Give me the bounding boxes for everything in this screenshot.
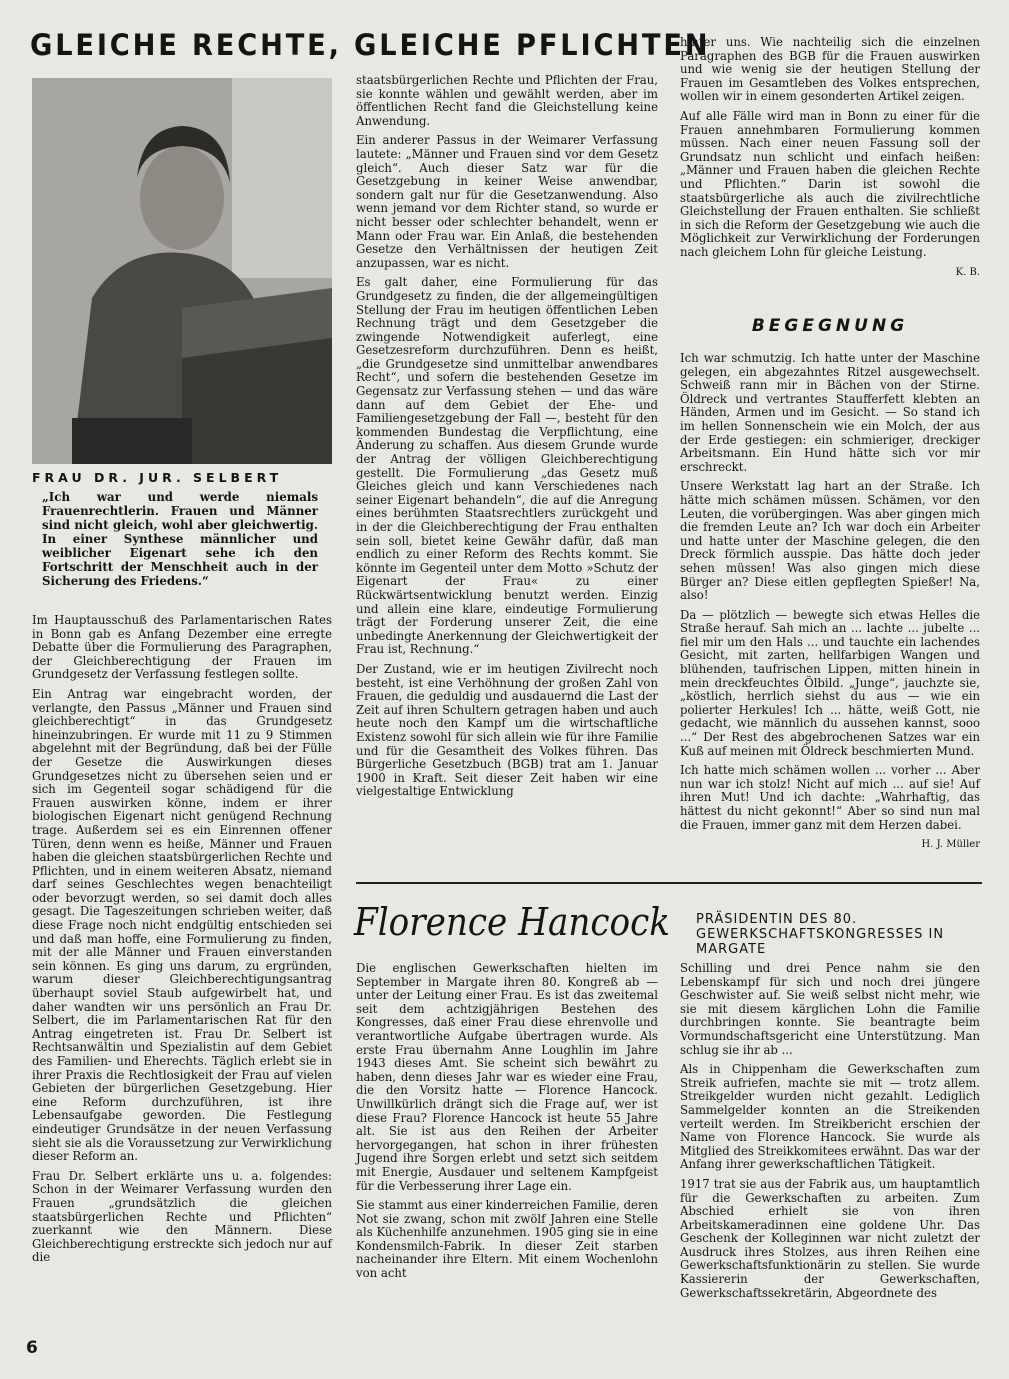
paragraph: 1917 trat sie aus der Fabrik aus, um hauptamtlich für die Gewerkschaften zu arbeiten. Zum Abschied erhielt sie von ihren Arbeitskameradinnen eine goldene Uhr. Das Geschenk der Kolleginnen war nicht zuletzt der Ausdruck ihres Stolzes, aus ihren Reihen eine Gewerkschaftsfunktionärin zu stellen. Sie wurde Kassiererin der Gewerkschaften, Gewerkschaftssekretärin, Abgeordnete des	[680, 1176, 980, 1300]
paragraph: staatsbürgerlichen Rechte und Pflichten der Frau, sie konnte wählen und gewählt werden, aber im öffentlichen Recht fand die Gleichstellung keine Anwendung.	[356, 73, 658, 128]
paragraph: Es galt daher, eine Formulierung für das Grundgesetz zu finden, die der allgemeingültigen Stellung der Frau im heutigen öffentlichen Leben Rechnung trägt und dem Gesetzgeber die zwingende Notwendigkeit auferlegt, eine Gesetzesreform durchzuführen. Denn es heißt, „die Grundgesetze sind unmittelbar anwendbares Recht“, und sofern die bestehenden Gesetze im Gegensatz zur Verfassung stehen — und das wäre dann auf dem Gebiet der Ehe- und Familiengesetzgebung der Fall —, besteht für den kommenden Bundestag die Verpflichtung, eine Änderung zu schaffen. Aus diesem Grunde wurde der Antrag der völligen Gleichberechtigung gestellt. Die Formulierung „das Gesetz muß Gleiches gleich und kann Verschiedenes nach seiner Eigenart behandeln“, die auf die Anregung eines berühmten Staatsrechtlers zurückgeht und in der die Gleichberechtigung der Frau enthalten sein soll, bietet keine Gewähr dafür, daß man endlich zu einer Reform des Rechts kommt. Sie könnte im Gegenteil unter dem Motto »Schutz der Eigenart der Frau« zu einer Rückwärtsentwicklung benutzt werden. Einzig und allein eine klare, eindeutige Formulierung trägt der Forderung unserer Zeit, die eine unbedingte Anerkennung der Gleichwertigkeit der Frau ist, Rechnung.“	[356, 275, 658, 657]
begegnung-column	[680, 352, 980, 852]
paragraph: Im Hauptausschuß des Parlamentarischen Rates in Bonn gab es Anfang Dezember eine erregte Debatte über die Formulierung des Paragraphen, der Gleichberechtigung der Frauen im Grundgesetz der Verfassung festlegen sollte.	[32, 613, 332, 682]
author-signature: K. B.	[955, 266, 980, 278]
section-divider	[356, 882, 982, 884]
photo-caption: FRAU DR. JUR. SELBERT	[32, 470, 283, 485]
paragraph: Frau Dr. Selbert erklärte uns u. a. folgendes: Schon in der Weimarer Verfassung wurden den Frauen „grundsätzlich die gleichen staatsbürgerlichen Rechte und Pflichten“ zuerkannt wie den Männern. Diese Gleichberechtigung erstreckte sich jedoch nur auf die	[32, 1168, 332, 1265]
headline: GLEICHE RECHTE, GLEICHE PFLICHTEN	[30, 28, 711, 62]
hancock-column-1	[356, 962, 658, 1287]
paragraph: Auf alle Fälle wird man in Bonn zu einer für die Frauen annehmbaren Formulierung kommen müssen. Nach einer neuen Fassung soll der Grundsatz nun schlicht und einfach heißen: „Männer und Frauen haben die gleichen Rechte und Pflichten.“ Darin ist sowohl die staatsbürgerliche als auch die zivilrechtliche Gleichstellung der Frauen enthalten. Sie schließt in sich die Reform der Gesetzgebung wie auch die Möglichkeit zur Verwirklichung der Forderungen nach gleichem Lohn für gleiche Leistung.	[680, 108, 980, 259]
hancock-column-2	[680, 962, 980, 1306]
begegnung-title: BEGEGNUNG	[751, 316, 909, 336]
portrait-photo	[32, 78, 332, 464]
page-number: 6	[26, 1338, 38, 1358]
paragraph: Sie stammt aus einer kinderreichen Familie, deren Not sie zwang, schon mit zwölf Jahren eine Stelle als Küchenhilfe anzunehmen. 1905 ging sie in eine Kondensmilch-Fabrik. In dieser Zeit starben nacheinander ihre Eltern. Mit einem Wochenlohn von acht	[356, 1198, 658, 1281]
article-column-1	[32, 614, 332, 1271]
paragraph: Ein anderer Passus in der Weimarer Verfassung lautete: „Männer und Frauen sind vor dem Gesetz gleich“. Auch dieser Satz war für die Gesetzgebung in keiner Weise anwendbar, sondern galt nur für die Gesetzanwendung. Also wenn jemand vor dem Richter stand, so wurde er nicht besser oder schlechter behandelt, wenn er Mann oder Frau war. Ein Anlaß, die bestehenden Gesetze den Verhältnissen der heutigen Zeit anzupassen, war es nicht.	[356, 133, 658, 270]
hancock-title: Florence Hancock	[354, 900, 671, 944]
hancock-subtitle: PRÄSIDENTIN DES 80. GEWERKSCHAFTSKONGRESSES IN MARGATE	[696, 912, 945, 957]
portrait-image	[32, 78, 332, 464]
author-signature: H. J. Müller	[921, 839, 980, 851]
paragraph: Unsere Werkstatt lag hart an der Straße. Ich hätte mich schämen müssen. Schämen, vor den Leuten, die vorübergingen. Was aber gingen mich die fremden Leute an? Ich war doch ein Arbeiter und hatte unter der Maschine gelegen, die den Dreck förmlich ausspie. Das hätte doch jeder sehen müssen! Was also gingen mich diese Bürger an? Diese eitlen gepflegten Spießer! Na, also!	[680, 479, 980, 603]
paragraph: Ich hatte mich schämen wollen ... vorher ... Aber nun war ich stolz! Nicht auf mich ... auf sie! Auf ihren Mut! Und ich dachte: „Wahrhaftig, das hättest du nicht gekonnt!“ Aber so sind nun mal die Frauen, immer ganz mit dem Herzen dabei.	[680, 763, 980, 832]
paragraph: Schilling und drei Pence nahm sie den Lebenskampf für sich und noch drei jüngere Geschwister auf. Sie weiß selbst nicht mehr, wie sie mit diesem kärglichen Lohn die Familie durchbringen konnte. Sie beantragte beim Vormundschaftsgericht eine Unterstützung. Man schlug sie ihr ab ...	[680, 961, 980, 1057]
paragraph: hinter uns. Wie nachteilig sich die einzelnen Paragraphen des BGB für die Frauen auswirken und wie wenig sie der heutigen Stellung der Frauen im Gesamtleben des Volkes entsprechen, wollen wir in einem gesonderten Artikel zeigen.	[680, 35, 980, 104]
paragraph: Die englischen Gewerkschaften hielten im September in Margate ihren 80. Kongreß ab — unter der Leitung einer Frau. Es ist das zweitemal seit dem achtzigjährigen Bestehen des Kongresses, daß einer Frau diese ehrenvolle und verantwortliche Aufgabe übertragen wurde. Als erste Frau übernahm Anne Loughlin im Jahre 1943 dieses Amt. Sie scheint sich bewährt zu haben, denn dieses Jahr war es wieder eine Frau, die den Vorsitz hatte — Florence Hancock. Unwillkürlich drängt sich die Frage auf, wer ist diese Frau? Florence Hancock ist heute 55 Jahre alt. Sie ist aus den Reihen der Arbeiter hervorgegangen, hat schon in ihrer frühesten Jugend ihre Sorgen erlebt und setzt sich seitdem mit Energie, Ausdauer und seltenem Kampfgeist für die Verbesserung ihrer Lage ein.	[356, 961, 658, 1193]
paragraph: Da — plötzlich — bewegte sich etwas Helles die Straße herauf. Sah mich an ... lachte ... jubelte ... fiel mir um den Hals ... und tauchte ein lachendes Gesicht, mit zarten, hellfarbigen Wangen und blühenden, taufrischen Lippen, mitten hinein in mein dreckfeuchtes Ölbild. „Junge“, jauchzte sie, „köstlich, herrlich siehst du aus — wie ein polierter Herkules! Ich ... hätte, weiß Gott, nie gedacht, wie männlich du aussehen kannst, sooo ...“ Der Rest des abgebrochenen Satzes war ein Kuß auf meinen mit Öldreck beschmierten Mund.	[680, 607, 980, 758]
article-column-2	[356, 74, 658, 805]
paragraph: Ein Antrag war eingebracht worden, der verlangte, den Passus „Männer und Frauen sind gleichberechtigt“ in das Grundgesetz hineinzubringen. Er wurde mit 11 zu 9 Stimmen abgelehnt mit der Begründung, daß bei der Fülle der Gesetze die Auswirkungen dieses Grundgesetzes nicht zu übersehen seien und er sich im Gegenteil sogar schädigend für die Frauen auswirken könne, indem er ihrer biologischen Eigenart nicht genügend Rechnung trage. Außerdem sei es ein Einrennen offener Türen, denn wenn es heiße, Männer und Frauen haben die gleichen staatsbürgerlichen Rechte und Pflichten, und in einem weiteren Absatz, niemand darf seines Geschlechtes wegen benachteiligt oder bevorzugt werden, so sei damit doch alles gesagt. Die Tageszeitungen schrieben weiter, daß diese Frage noch nicht endgültig entschieden sei und daß man hoffe, eine Formulierung zu finden, mit der alle Männer und Frauen einverstanden sein können. Es ging uns darum, zu ergründen, warum dieser Gleichberechtigungsantrag überhaupt soviel Staub aufgewirbelt hat, und daher wandten wir uns persönlich an Frau Dr. Selbert, die im Parlamentarischen Rat für den Antrag eingetreten ist. Frau Dr. Selbert ist Rechtsanwältin und Spezialistin auf dem Gebiet des Familien- und Eherechts. Täglich erlebt sie in ihrer Praxis die Rechtlosigkeit der Frau auf vielen Gebieten der bürgerlichen Gesetzgebung. Hier eine Reform durchzuführen, ist ihre Lebensaufgabe geworden. Die Festlegung eindeutiger Grundsätze in der neuen Verfassung sieht sie als die Voraussetzung zur Verwirklichung dieser Reform an.	[32, 686, 332, 1164]
paragraph: Der Zustand, wie er im heutigen Zivilrecht noch besteht, ist eine Verhöhnung der großen Zahl von Frauen, die geduldig und ausdauernd die Last der Zeit auf ihren Schultern getragen haben und auch heute noch den Kampf um die wirtschaftliche Existenz sowohl für sich allein wie für ihre Familie und für die Gesamtheit des Volkes führen. Das Bürgerliche Gesetzbuch (BGB) trat am 1. Januar 1900 in Kraft. Seit dieser Zeit haben wir eine vielgestaltige Entwicklung	[356, 661, 658, 799]
paragraph: Ich war schmutzig. Ich hatte unter der Maschine gelegen, ein abgezahntes Ritzel ausgewechselt. Schweiß rann mir in Bächen von der Stirne. Öldreck und vertrantes Staufferfett klebten an Händen, Armen und im Gesicht. — So stand ich im hellen Sonnenschein wie ein Molch, der aus der Erde gestiegen: ein schmieriger, dreckiger Arbeitsmann. Ein Hund hätte sich vor mir erschreckt.	[680, 351, 980, 474]
quote: „Ich war und werde niemals Frauenrechtlerin. Frauen und Männer sind nicht gleich, wohl aber gleichwertig. In einer Synthese männlicher und weiblicher Eigenart sehe ich den Fortschritt der Menschheit auch in der Sicherung des Friedens.“	[42, 490, 318, 588]
paragraph: Als in Chippenham die Gewerkschaften zum Streik aufriefen, machte sie mit — trotz allem. Streikgelder wurden nicht gezahlt. Lediglich Sammelgelder konnten an die Streikenden verteilt werden. Im Streikbericht erschien der Name von Florence Hancock. Sie wurde als Mitglied des Streikkomitees erwähnt. Das war der Anfang ihrer gewerkschaftlichen Tätigkeit.	[680, 1062, 980, 1172]
article-column-3	[680, 36, 980, 279]
